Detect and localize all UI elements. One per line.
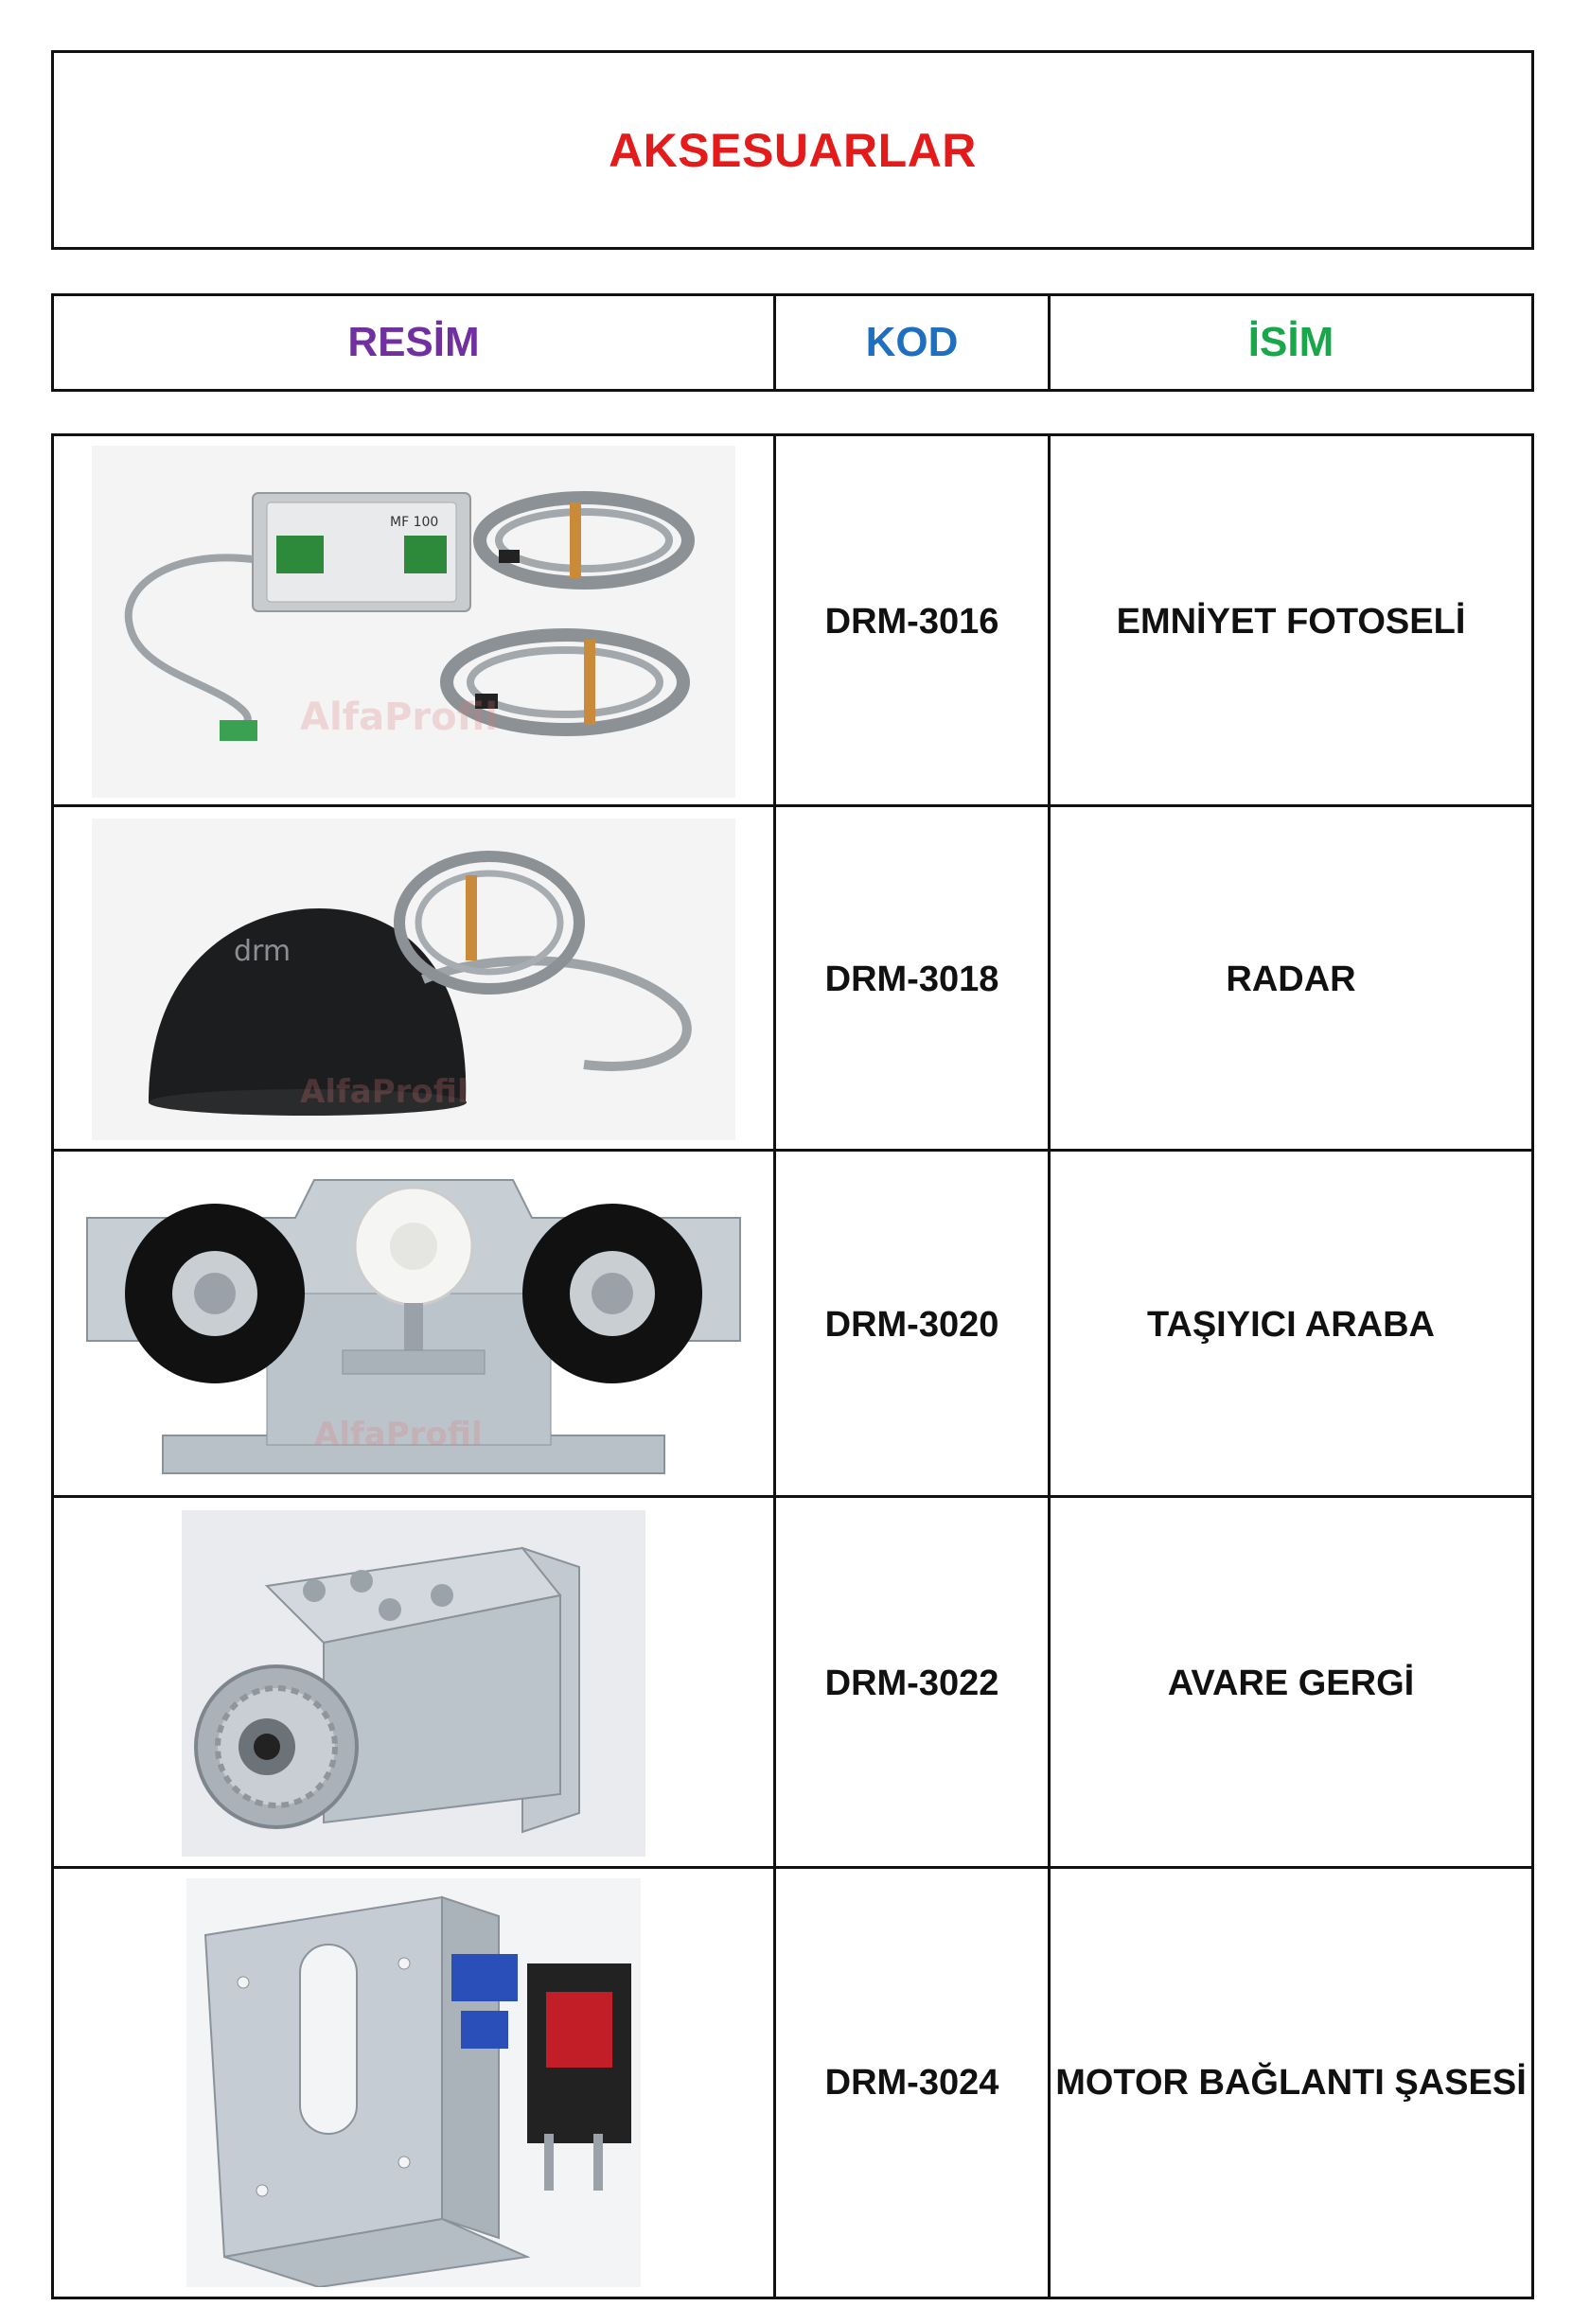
motor-bracket-image (186, 1878, 641, 2287)
table-header (51, 293, 1534, 392)
header-resim: RESİM (54, 296, 776, 389)
name-cell: RADAR (1226, 959, 1356, 999)
photocell-kit-image (92, 446, 735, 798)
product-table (51, 433, 1534, 2299)
name-cell: AVARE GERGİ (1167, 1663, 1415, 1703)
name-cell: MOTOR BAĞLANTI ŞASESİ (1055, 2062, 1527, 2103)
image-cell (54, 1869, 776, 2297)
image-cell (54, 436, 776, 807)
radar-logo: drm (234, 935, 292, 968)
idler-tensioner-image (182, 1510, 645, 1857)
image-cell (54, 1498, 776, 1869)
table-row (54, 1152, 1531, 1498)
header-kod: KOD (776, 296, 1051, 389)
page-title: AKSESUARLAR (609, 123, 977, 177)
title-box (51, 50, 1534, 250)
code-cell: DRM-3024 (776, 1869, 1051, 2297)
code-cell: DRM-3020 (776, 1152, 1051, 1498)
image-cell (54, 1152, 776, 1498)
header-isim: İSİM (1247, 319, 1334, 365)
code-cell: DRM-3022 (776, 1498, 1051, 1869)
name-cell: EMNİYET FOTOSELİ (1116, 601, 1466, 642)
table-row (54, 807, 1531, 1152)
table-row (54, 1869, 1531, 2297)
table-row (54, 436, 1531, 807)
code-cell: DRM-3016 (776, 436, 1051, 807)
watermark-text: AlfaProfil (314, 1416, 483, 1453)
watermark-text: AlfaProfil (300, 695, 498, 739)
carriage-trolley-image (68, 1161, 759, 1488)
box-label: MF 100 (390, 515, 439, 530)
code-cell: DRM-3018 (776, 807, 1051, 1152)
name-cell: TAŞIYICI ARABA (1147, 1304, 1435, 1345)
table-row (54, 1498, 1531, 1869)
image-cell (54, 807, 776, 1152)
radar-dome-image (92, 819, 735, 1140)
watermark-text: AlfaProfil (300, 1073, 468, 1111)
